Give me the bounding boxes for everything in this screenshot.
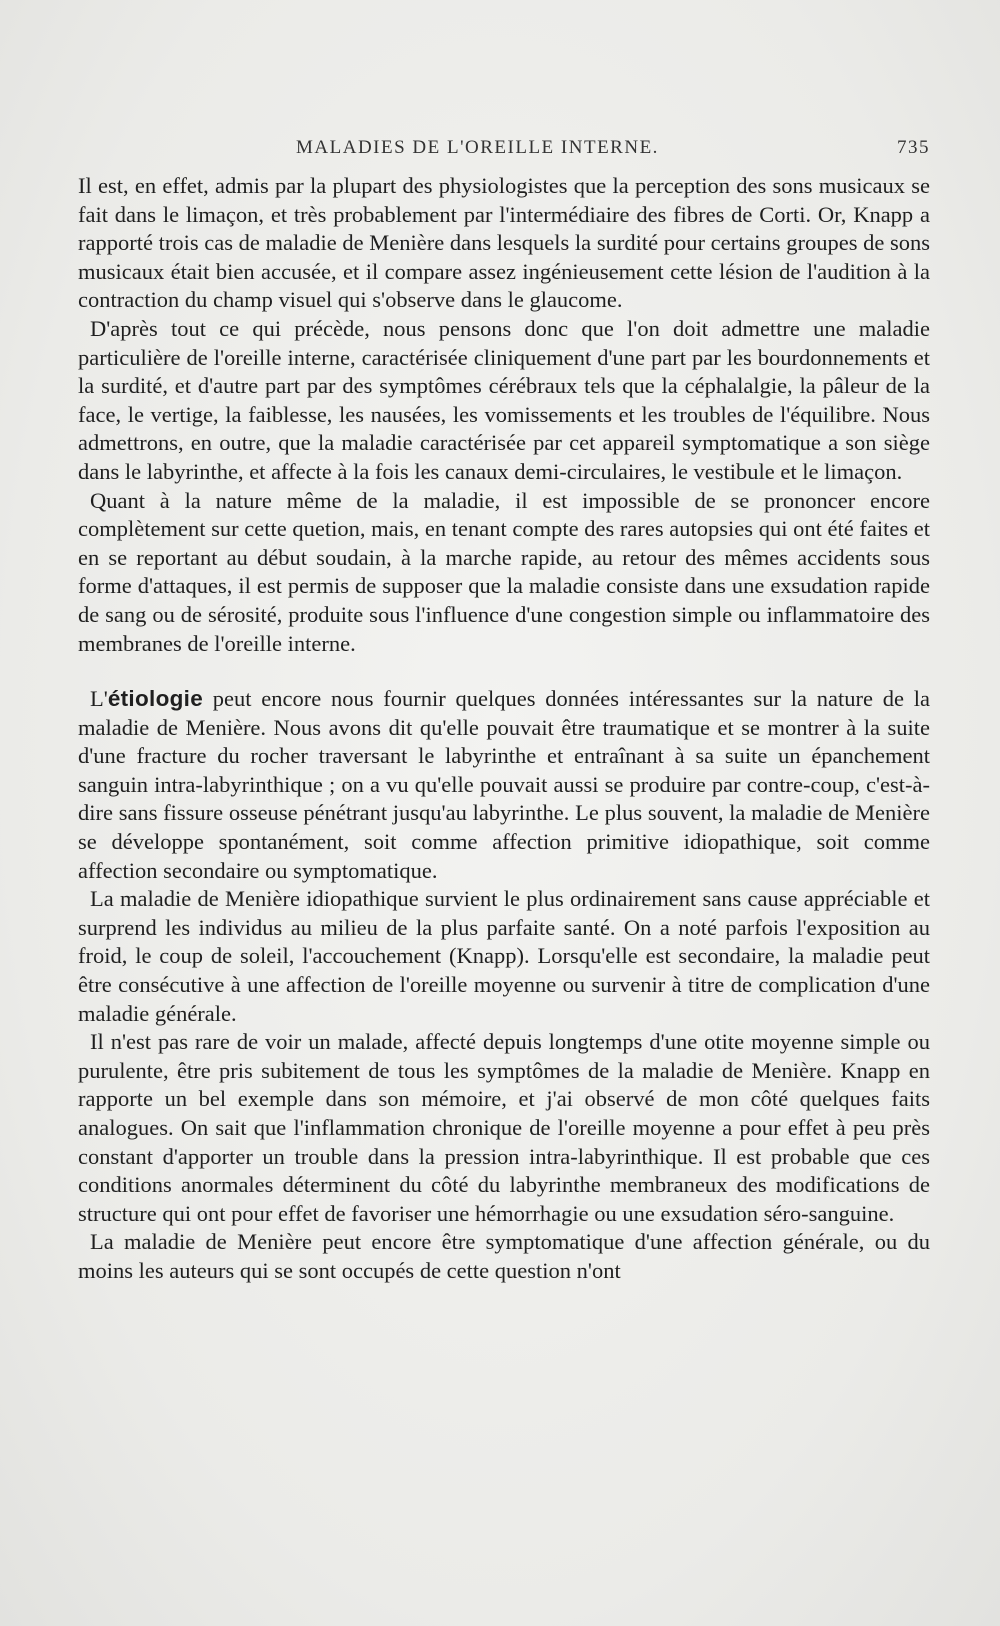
paragraph-3: Quant à la nature même de la maladie, il est impossible de se prononcer encore complètement sur cette quetion, mais, en tenant compte des rares autopsies qui ont été faites et en se reportant au début soudain, à la marche rapide, au retour des mêmes accidents sous forme d'attaques, il est permis de supposer que la maladie consiste dans une exsudation rapide de sang ou de sérosité, produite sous l'influence d'une congestion simple ou inflammatoire des membranes de l'oreille interne.	[78, 487, 930, 656]
paragraph-1: Il est, en effet, admis par la plupart des physiologistes que la perception des sons musicaux se fait dans le limaçon, et très probablement par l'intermédiaire des fibres de Corti. Or, Knapp a rapporté trois cas de maladie de Menière dans lesquels la surdité pour certains groupes de sons musicaux était bien accusée, et il compare assez ingénieusement cette lésion de l'audition à la contraction du champ visuel qui s'observe dans le glaucome.	[78, 173, 930, 313]
etiologie-keyword: étiologie	[107, 686, 204, 712]
paragraph-2: D'après tout ce qui précède, nous pensons donc que l'on doit admettre une maladie particulière de l'oreille interne, caractérisée cliniquement d'une part par les bourdonnements et la surdité, et d'autre part par des symptômes cérébraux tels que la céphalalgie, la pâleur de la face, le vertige, la faiblesse, les nausées, les vomissements et les troubles de l'équilibre. Nous admettrons, en outre, que la maladie caractérisée par cet appareil symptomatique a son siège dans le labyrinthe, et affecte à la fois les canaux demi-circulaires, le vestibule et le limaçon.	[78, 315, 930, 484]
running-title: MALADIES DE L'OREILLE INTERNE.	[296, 137, 659, 158]
paragraph-4-lead: L'	[90, 686, 108, 712]
paragraph-5: La maladie de Menière idiopathique survient le plus ordinairement sans cause appréciable et surprend les individus au milieu de la plus parfaite santé. On a noté parfois l'exposition au froid, le coup de soleil, l'accouchement (Knapp). Lorsqu'elle est secondaire, la maladie peut être consécutive à une affection de l'oreille moyenne ou survenir à titre de complication d'une maladie générale.	[78, 886, 930, 1026]
paragraph-7: La maladie de Menière peut encore être symptomatique d'une affection générale, ou du moins les auteurs qui se sont occupés de cette question n'ont	[78, 1229, 930, 1283]
paragraph-4-rest: peut encore nous fournir quelques données intéressantes sur la nature de la maladie de Menière. Nous avons dit qu'elle pouvait être traumatique et se montrer à la suite d'une fracture du rocher traversant le labyrinthe et entraînant à sa suite un épanchement sanguin intra-labyrinthique ; on a vu qu'elle pouvait aussi se produire par contre-coup, c'est-à-dire sans fissure osseuse pénétrant jusqu'au labyrinthe. Le plus souvent, la maladie de Menière se développe spontanément, soit comme affection primitive idiopathique, soit comme affection secondaire ou symptomatique.	[78, 686, 930, 883]
page-number: 735	[897, 137, 930, 158]
running-head	[0, 137, 1000, 167]
body-text	[78, 172, 930, 1286]
paragraph-etiologie	[78, 685, 930, 885]
paragraph-6: Il n'est pas rare de voir un malade, affecté depuis longtemps d'une otite moyenne simple ou purulente, être pris subitement de tous les symptômes de la maladie de Menière. Knapp en rapporte un bel exemple dans son mémoire, et j'ai observé de mon côté quelques faits analogues. On sait que l'inflammation chronique de l'oreille moyenne a pour effet à peu près constant d'apporter un trouble dans la pression intra-labyrinthique. Il est probable que ces conditions anormales déterminent du côté du labyrinthe membraneux des modifications de structure qui ont pour effet de favoriser une hémorrhagie ou une exsudation séro-sanguine.	[78, 1029, 930, 1226]
